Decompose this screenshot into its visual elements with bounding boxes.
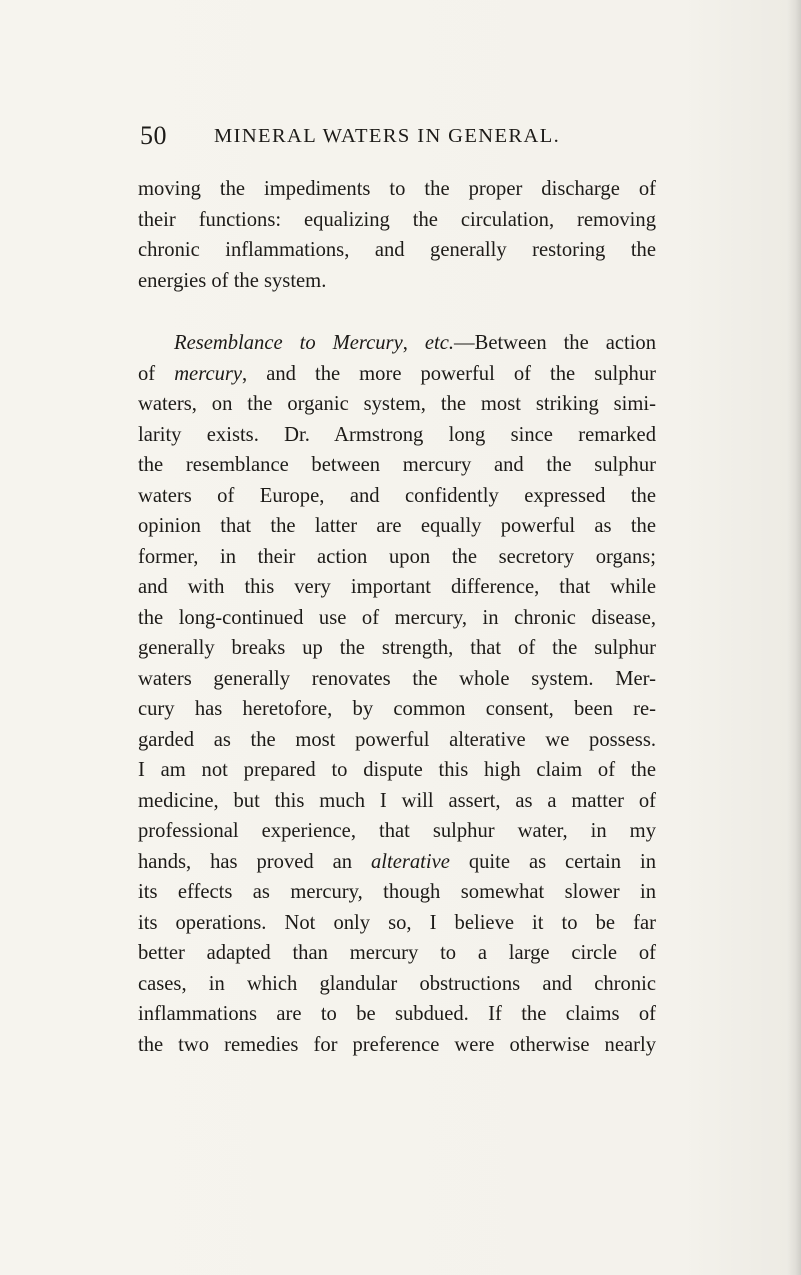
line-text: hands, has proved an xyxy=(138,850,371,873)
page-header xyxy=(136,116,656,156)
paragraph-1 xyxy=(138,174,656,296)
text-line: medicine, but this much I will assert, as a matter of xyxy=(138,789,656,812)
text-line: generally breaks up the strength, that of the sulphur xyxy=(138,637,656,659)
page-edge-shadow xyxy=(787,0,801,1275)
text-line: the resemblance between mercury and the sulphur xyxy=(138,454,656,476)
heading-separator: , xyxy=(402,332,425,354)
text-line xyxy=(138,359,656,390)
text-line: the long-continued use of mercury, in chronic disease, xyxy=(138,606,656,629)
text-line: the two remedies for preference were otherwise nearly xyxy=(138,1033,656,1056)
text-line: garded as the most powerful alterative we possess. xyxy=(138,728,656,751)
text-line: better adapted than mercury to a large circle of xyxy=(138,942,656,964)
text-line: waters, on the organic system, the most striking simi- xyxy=(138,393,656,415)
text-line: opinion that the latter are equally powerful as the xyxy=(138,515,656,537)
text-line: inflammations are to be subdued. If the claims of xyxy=(138,1003,656,1025)
text-line: moving the impediments to the proper discharge of xyxy=(138,178,656,200)
text-line: and with this very important difference, that while xyxy=(138,576,656,598)
text-line: professional experience, that sulphur water, in my xyxy=(138,820,656,842)
text-line: its operations. Not only so, I believe it to be far xyxy=(138,911,656,934)
heading-etc: etc. xyxy=(424,332,454,354)
text-line: waters of Europe, and confidently expressed the xyxy=(138,484,656,507)
line-text: of xyxy=(138,362,175,385)
text-line: waters generally renovates the whole system. Mer- xyxy=(138,667,656,690)
italic-term-alterative: alterative xyxy=(370,850,450,873)
italic-term-mercury: mercury xyxy=(174,362,243,385)
section-heading: Resemblance to Mercury xyxy=(174,332,403,354)
text-line: energies of the system. xyxy=(138,269,327,292)
text-line xyxy=(138,847,656,878)
line-text: , and the more powerful of the sulphur xyxy=(242,362,656,385)
paragraph-gap xyxy=(138,296,656,328)
text-line: cases, in which glandular obstructions and chronic xyxy=(138,972,656,995)
text-line xyxy=(138,328,656,359)
body-text xyxy=(138,174,656,1060)
line-text: quite as certain in xyxy=(449,850,656,873)
running-head: MINERAL WATERS IN GENERAL. xyxy=(214,125,561,147)
text-line: larity exists. Dr. Armstrong long since remarked xyxy=(138,423,656,446)
text-line: former, in their action upon the secretory organs; xyxy=(138,545,656,568)
paragraph-2 xyxy=(138,328,656,1060)
text-line: its effects as mercury, though somewhat slower in xyxy=(138,881,656,903)
text-line: I am not prepared to dispute this high claim of the xyxy=(138,759,656,781)
line-text: —Between the action xyxy=(453,332,657,354)
text-line: their functions: equalizing the circulation, removing xyxy=(138,208,656,231)
page-number: 50 xyxy=(140,121,167,150)
text-line: cury has heretofore, by common consent, been re- xyxy=(138,698,656,720)
text-line: chronic inflammations, and generally restoring the xyxy=(138,239,656,261)
